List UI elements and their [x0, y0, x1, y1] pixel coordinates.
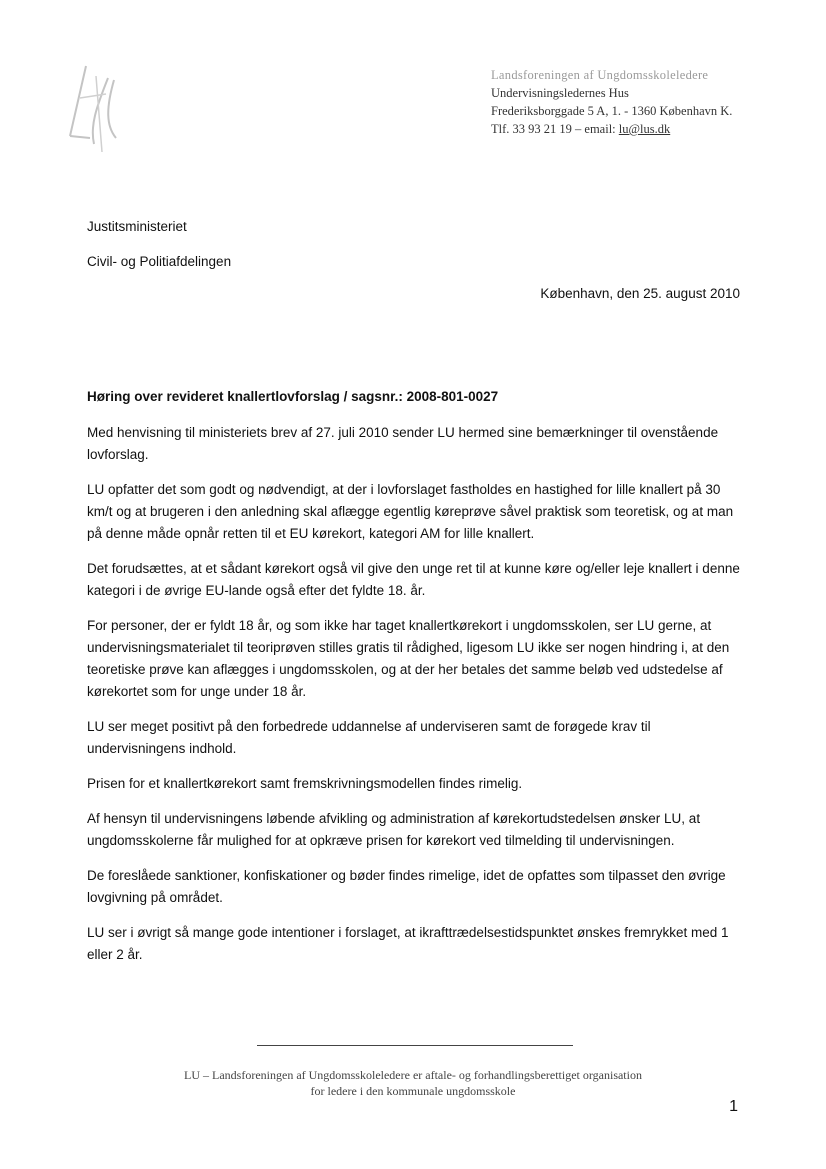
lu-logo-icon — [56, 58, 146, 158]
body-paragraph: LU ser meget positivt på den forbedrede uddannelse af underviseren samt de forøgede krav til undervisningens indhold. — [87, 719, 651, 756]
letterhead-email-link[interactable]: lu@lus.dk — [618, 122, 671, 136]
letter-date: København, den 25. august 2010 — [540, 286, 740, 301]
letterhead-org-name: Landsforeningen af Ungdomsskoleledere — [491, 68, 709, 82]
footer-line-2: for ledere i den kommunale ungdomsskole — [310, 1084, 516, 1098]
letterhead-phone: Tlf. 33 93 21 19 – email: — [491, 122, 619, 136]
body-paragraph: Af hensyn til undervisningens løbende afvikling og administration af kørekortudstedelsen ønsker LU, at ungdomsskolerne får mulighed for at opkræve prisen for kørekort ved tilmelding til undervisningen. — [87, 811, 701, 848]
recipient-line-2: Civil- og Politiafdelingen — [87, 254, 232, 269]
body-paragraph: Prisen for et knallertkørekort samt fremskrivningsmodellen findes rimelig. — [87, 776, 523, 791]
letterhead-contact — [491, 120, 791, 138]
letter-subject: Høring over revideret knallertlovforslag / sagsnr.: 2008-801-0027 — [87, 389, 499, 404]
body-paragraph: De foreslåede sanktioner, konfiskationer og bøder findes rimelige, idet de opfattes som tilpasset den øvrige lovgivning på området. — [87, 868, 726, 905]
footer-divider — [257, 1045, 573, 1046]
body-paragraph: LU ser i øvrigt så mange gode intentioner i forslaget, at ikrafttrædelsestidspunktet ønskes fremrykket med 1 eller 2 år. — [87, 925, 729, 962]
footer-line-1: LU – Landsforeningen af Ungdomsskoleledere er aftale- og forhandlingsberettiget organisation — [184, 1068, 642, 1082]
body-paragraph: LU opfatter det som godt og nødvendigt, at der i lovforslaget fastholdes en hastighed for lille knallert på 30 km/t og at brugeren i den anledning skal aflægge egentlig køreprøve såvel praktisk som teoretisk, og at man på denne måde opnår retten til et EU kørekort, kategori AM for lille knallert. — [87, 482, 734, 541]
footer — [0, 1067, 826, 1099]
recipient-line-1: Justitsministeriet — [87, 219, 187, 234]
body-paragraph: Med henvisning til ministeriets brev af 27. juli 2010 sender LU hermed sine bemærkninger til ovenstående lovforslag. — [87, 425, 719, 462]
body-paragraph: Det forudsættes, at et sådant kørekort også vil give den unge ret til at kunne køre og/eller leje knallert i denne kategori i de øvrige EU-lande også efter det fyldte 18. år. — [87, 561, 740, 598]
letterhead-building: Undervisningsledernes Hus — [491, 86, 629, 100]
letterhead — [491, 66, 791, 138]
letterhead-address: Frederiksborggade 5 A, 1. - 1360 København K. — [491, 104, 733, 118]
page-number: 1 — [729, 1098, 738, 1115]
letter-body — [87, 422, 747, 979]
body-paragraph: For personer, der er fyldt 18 år, og som ikke har taget knallertkørekort i ungdomsskolen, ser LU gerne, at undervisningsmaterialet til teoriprøven stilles gratis til rådighed, ligesom LU ikke ser nogen hindring i, at den teoretiske prøve kan aflægges i ungdomsskolen, og at der her betales det samme beløb ved udstedelse af kørekortet som for unge under 18 år. — [87, 618, 730, 699]
